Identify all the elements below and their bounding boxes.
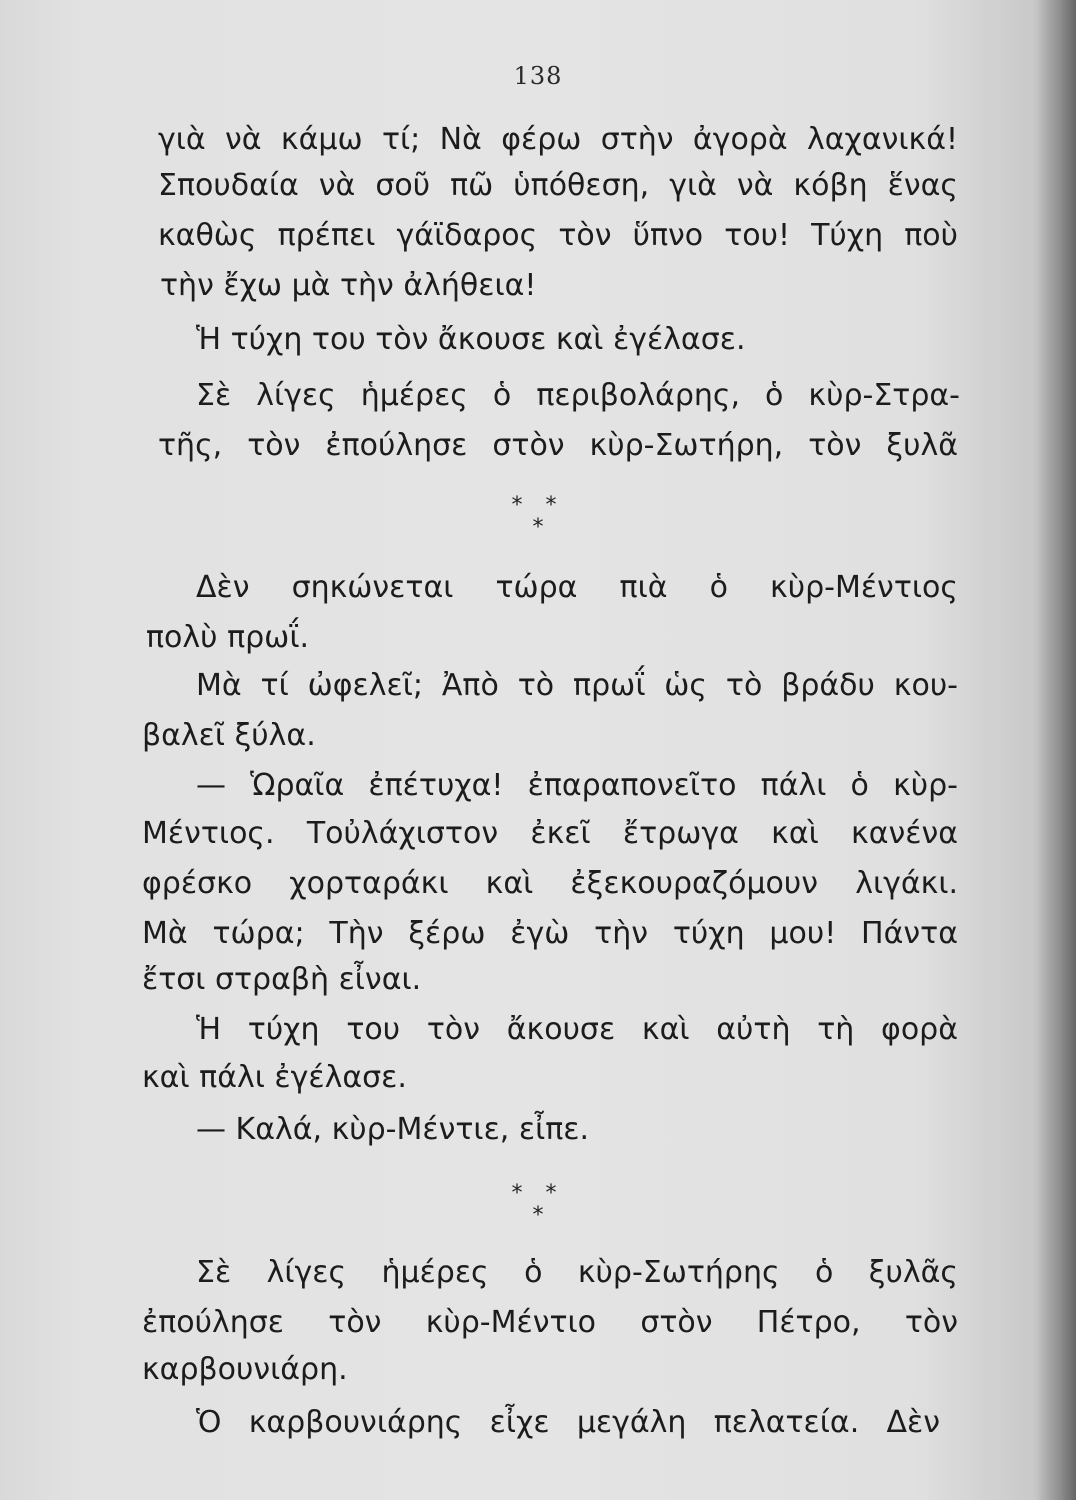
text-line: Δὲν σηκώνεται τώρα πιὰ ὁ κὺρ-Μέντιος <box>196 570 958 605</box>
text-line: τῆς, τὸν ἐπούλησε στὸν κὺρ-Σωτήρη, τὸν ξυλᾶ <box>158 428 958 463</box>
text-line: καρβουνιάρη. <box>142 1352 348 1387</box>
page-gutter-shadow <box>1036 0 1076 1500</box>
section-separator <box>0 1183 1076 1227</box>
text-line: Σὲ λίγες ἡμέρες ὁ κὺρ-Σωτήρης ὁ ξυλᾶς <box>196 1255 958 1290</box>
text-line: Ἡ τύχη του τὸν ἄκουσε καὶ αὐτὴ τὴ φορὰ <box>196 1012 958 1047</box>
text-line: βαλεῖ ξύλα. <box>142 718 316 753</box>
text-line: Μέντιος. Τοὐλάχιστον ἐκεῖ ἔτρωγα καὶ κανένα <box>142 816 958 851</box>
separator-stars-top: * * <box>511 1181 565 1206</box>
separator-stars-top: * * <box>511 493 565 518</box>
text-line: καθὼς πρέπει γάϊδαρος τὸν ὕπνο του! Τύχη ποὺ <box>158 218 958 253</box>
text-line: γιὰ νὰ κάμω τί; Νὰ φέρω στὴν ἀγορὰ λαχανικά! <box>158 122 958 157</box>
separator-stars-bottom: * <box>532 515 544 540</box>
text-line: Μὰ τώρα; Τὴν ξέρω ἐγὼ τὴν τύχη μου! Πάντα <box>142 916 958 951</box>
text-line: ἔτσι στραβὴ εἶναι. <box>142 962 422 997</box>
page-number: 138 <box>513 62 563 90</box>
text-line: Μὰ τί ὠφελεῖ; Ἀπὸ τὸ πρωΐ ὡς τὸ βράδυ κου- <box>196 668 958 703</box>
text-line: — Καλά, κὺρ-Μέντιε, εἶπε. <box>196 1112 590 1147</box>
text-line: Σὲ λίγες ἡμέρες ὁ περιβολάρης, ὁ κὺρ-Στρα- <box>196 378 960 413</box>
text-line: Ἡ τύχη του τὸν ἄκουσε καὶ ἐγέλασε. <box>196 322 746 357</box>
section-separator <box>0 495 1076 539</box>
text-line: — Ὡραῖα ἐπέτυχα! ἐπαραπονεῖτο πάλι ὁ κὺρ- <box>196 768 958 803</box>
separator-stars-bottom: * <box>532 1203 544 1228</box>
text-line: πολὺ πρωΐ. <box>146 620 309 655</box>
text-line: ἐπούλησε τὸν κὺρ-Μέντιο στὸν Πέτρο, τὸν <box>142 1305 958 1340</box>
text-line: φρέσκο χορταράκι καὶ ἐξεκουραζόμουν λιγάκι. <box>142 866 958 901</box>
text-line: Σπουδαία νὰ σοῦ πῶ ὑπόθεση, γιὰ νὰ κόβη ἕνας <box>158 168 958 203</box>
text-line: τὴν ἔχω μὰ τὴν ἀλήθεια! <box>160 268 537 303</box>
text-line: Ὁ καρβουνιάρης εἶχε μεγάλη πελατεία. Δὲν <box>196 1405 940 1440</box>
text-line: καὶ πάλι ἐγέλασε. <box>142 1060 407 1095</box>
